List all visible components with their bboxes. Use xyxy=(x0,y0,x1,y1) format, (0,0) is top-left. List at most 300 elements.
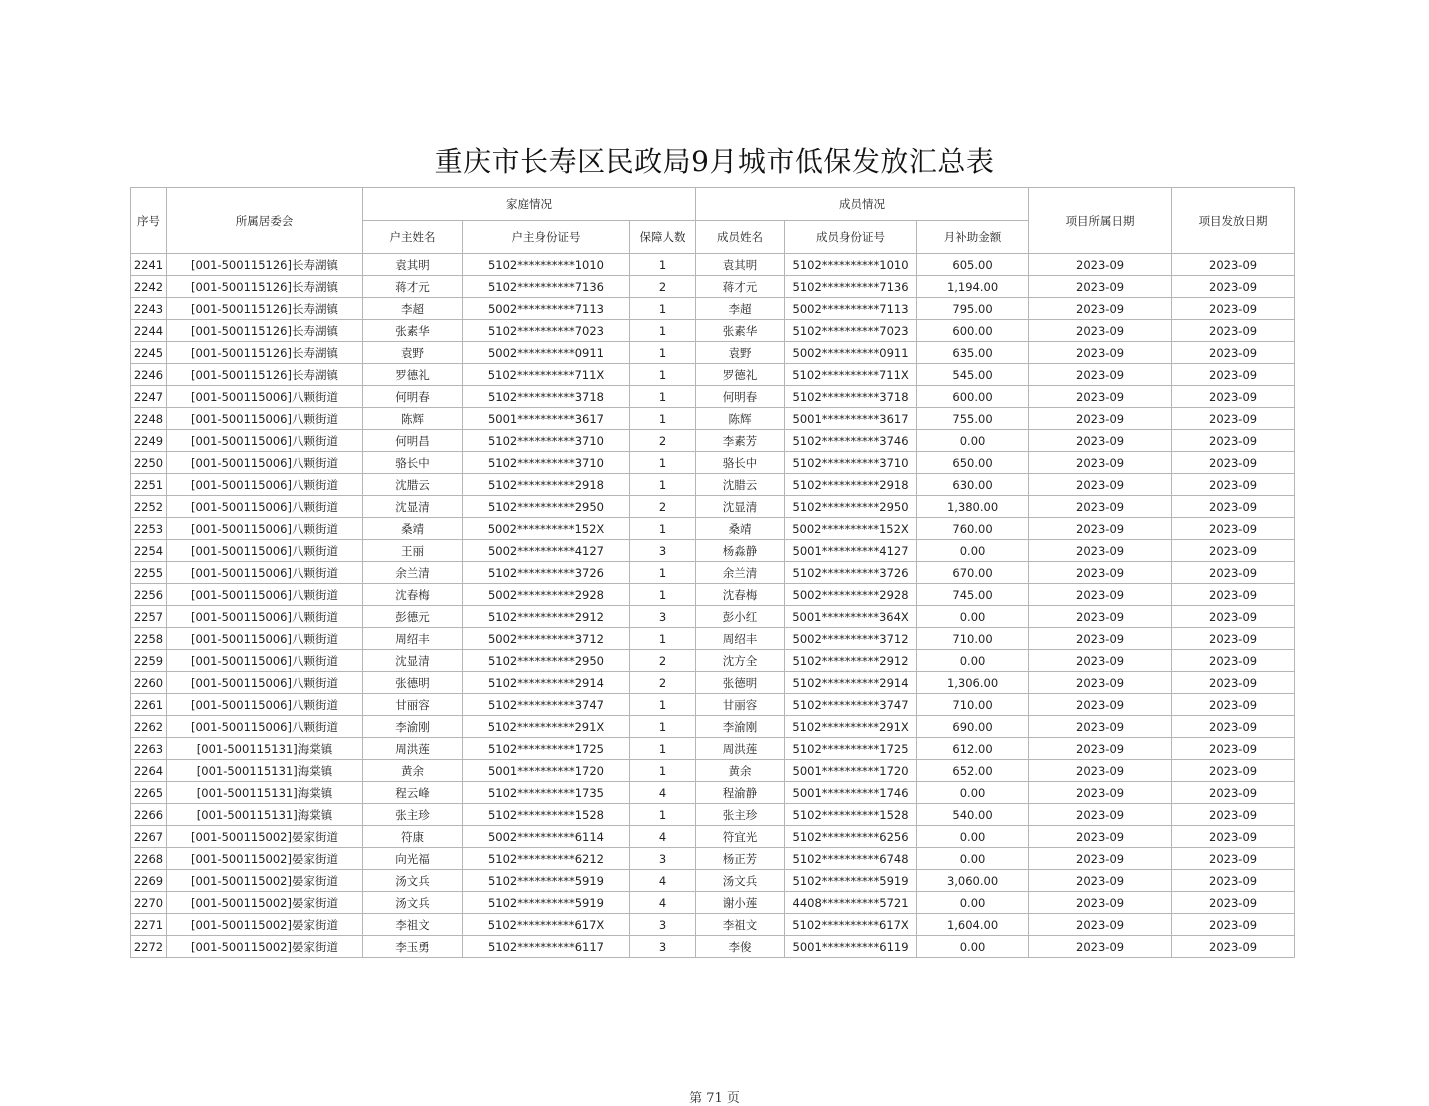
cell-member-id: 4408**********5721 xyxy=(785,892,917,914)
cell-amount: 1,380.00 xyxy=(917,496,1029,518)
cell-committee: [001-500115006]八颗街道 xyxy=(167,474,363,496)
cell-committee: [001-500115002]晏家街道 xyxy=(167,892,363,914)
cell-belong-date: 2023-09 xyxy=(1029,320,1172,342)
cell-committee: [001-500115006]八颗街道 xyxy=(167,562,363,584)
cell-head-name: 程云峰 xyxy=(363,782,463,804)
cell-amount: 0.00 xyxy=(917,540,1029,562)
cell-belong-date: 2023-09 xyxy=(1029,760,1172,782)
cell-amount: 1,194.00 xyxy=(917,276,1029,298)
cell-seq: 2251 xyxy=(131,474,167,496)
cell-member-name: 张主珍 xyxy=(696,804,785,826)
cell-amount: 600.00 xyxy=(917,386,1029,408)
cell-issue-date: 2023-09 xyxy=(1172,826,1295,848)
cell-committee: [001-500115006]八颗街道 xyxy=(167,386,363,408)
cell-committee: [001-500115002]晏家街道 xyxy=(167,914,363,936)
cell-committee: [001-500115131]海棠镇 xyxy=(167,760,363,782)
cell-member-name: 汤文兵 xyxy=(696,870,785,892)
cell-count: 1 xyxy=(630,254,696,276)
cell-member-id: 5102**********2950 xyxy=(785,496,917,518)
cell-seq: 2255 xyxy=(131,562,167,584)
cell-amount: 612.00 xyxy=(917,738,1029,760)
table-row xyxy=(131,870,1295,892)
cell-count: 1 xyxy=(630,518,696,540)
table-row xyxy=(131,320,1295,342)
table-row xyxy=(131,892,1295,914)
table-row xyxy=(131,364,1295,386)
cell-issue-date: 2023-09 xyxy=(1172,804,1295,826)
cell-count: 1 xyxy=(630,474,696,496)
header-member-name: 成员姓名 xyxy=(696,221,785,254)
cell-head-name: 李渝刚 xyxy=(363,716,463,738)
cell-member-id: 5102**********7023 xyxy=(785,320,917,342)
cell-issue-date: 2023-09 xyxy=(1172,694,1295,716)
cell-member-name: 谢小莲 xyxy=(696,892,785,914)
cell-seq: 2272 xyxy=(131,936,167,958)
cell-count: 4 xyxy=(630,826,696,848)
cell-head-id: 5102**********3726 xyxy=(463,562,630,584)
cell-committee: [001-500115006]八颗街道 xyxy=(167,716,363,738)
cell-seq: 2248 xyxy=(131,408,167,430)
cell-count: 4 xyxy=(630,870,696,892)
cell-head-id: 5001**********1720 xyxy=(463,760,630,782)
cell-committee: [001-500115002]晏家街道 xyxy=(167,936,363,958)
cell-seq: 2256 xyxy=(131,584,167,606)
cell-count: 2 xyxy=(630,650,696,672)
cell-member-name: 袁野 xyxy=(696,342,785,364)
cell-issue-date: 2023-09 xyxy=(1172,320,1295,342)
cell-committee: [001-500115002]晏家街道 xyxy=(167,870,363,892)
summary-table xyxy=(130,187,1295,958)
cell-issue-date: 2023-09 xyxy=(1172,430,1295,452)
cell-head-name: 周绍丰 xyxy=(363,628,463,650)
cell-belong-date: 2023-09 xyxy=(1029,496,1172,518)
cell-amount: 1,604.00 xyxy=(917,914,1029,936)
cell-member-id: 5102**********1010 xyxy=(785,254,917,276)
cell-head-id: 5002**********7113 xyxy=(463,298,630,320)
cell-committee: [001-500115126]长寿湖镇 xyxy=(167,364,363,386)
cell-committee: [001-500115002]晏家街道 xyxy=(167,848,363,870)
cell-head-id: 5102**********3710 xyxy=(463,452,630,474)
cell-member-id: 5102**********3710 xyxy=(785,452,917,474)
table-row xyxy=(131,628,1295,650)
cell-member-name: 程渝静 xyxy=(696,782,785,804)
cell-member-id: 5102**********3718 xyxy=(785,386,917,408)
table-row xyxy=(131,298,1295,320)
cell-member-id: 5102**********6256 xyxy=(785,826,917,848)
page-number: 第 71 页 xyxy=(689,1091,740,1106)
cell-member-name: 沈腊云 xyxy=(696,474,785,496)
cell-member-id: 5001**********1746 xyxy=(785,782,917,804)
cell-issue-date: 2023-09 xyxy=(1172,298,1295,320)
table-row xyxy=(131,826,1295,848)
cell-count: 1 xyxy=(630,298,696,320)
cell-issue-date: 2023-09 xyxy=(1172,474,1295,496)
cell-seq: 2261 xyxy=(131,694,167,716)
cell-issue-date: 2023-09 xyxy=(1172,782,1295,804)
cell-belong-date: 2023-09 xyxy=(1029,518,1172,540)
cell-belong-date: 2023-09 xyxy=(1029,870,1172,892)
cell-head-id: 5102**********2914 xyxy=(463,672,630,694)
table-row xyxy=(131,672,1295,694)
table-row xyxy=(131,276,1295,298)
cell-head-id: 5102**********2950 xyxy=(463,650,630,672)
cell-amount: 545.00 xyxy=(917,364,1029,386)
cell-amount: 745.00 xyxy=(917,584,1029,606)
cell-member-id: 5102**********1528 xyxy=(785,804,917,826)
cell-count: 1 xyxy=(630,364,696,386)
cell-head-id: 5002**********152X xyxy=(463,518,630,540)
cell-head-id: 5102**********291X xyxy=(463,716,630,738)
cell-member-id: 5001**********6119 xyxy=(785,936,917,958)
cell-head-id: 5102**********3718 xyxy=(463,386,630,408)
cell-member-id: 5002**********7113 xyxy=(785,298,917,320)
cell-head-name: 李祖文 xyxy=(363,914,463,936)
cell-head-id: 5102**********3710 xyxy=(463,430,630,452)
cell-count: 1 xyxy=(630,342,696,364)
cell-issue-date: 2023-09 xyxy=(1172,276,1295,298)
cell-count: 1 xyxy=(630,562,696,584)
cell-issue-date: 2023-09 xyxy=(1172,892,1295,914)
cell-committee: [001-500115006]八颗街道 xyxy=(167,540,363,562)
cell-belong-date: 2023-09 xyxy=(1029,826,1172,848)
cell-head-name: 彭德元 xyxy=(363,606,463,628)
cell-seq: 2252 xyxy=(131,496,167,518)
cell-issue-date: 2023-09 xyxy=(1172,386,1295,408)
cell-count: 4 xyxy=(630,892,696,914)
cell-member-name: 符宜光 xyxy=(696,826,785,848)
header-seq: 序号 xyxy=(131,188,167,254)
table-row xyxy=(131,650,1295,672)
cell-head-id: 5102**********7136 xyxy=(463,276,630,298)
cell-head-id: 5102**********711X xyxy=(463,364,630,386)
table-row xyxy=(131,540,1295,562)
cell-count: 1 xyxy=(630,628,696,650)
cell-member-name: 杨淼静 xyxy=(696,540,785,562)
cell-seq: 2270 xyxy=(131,892,167,914)
cell-member-id: 5102**********291X xyxy=(785,716,917,738)
cell-count: 1 xyxy=(630,320,696,342)
cell-head-name: 沈春梅 xyxy=(363,584,463,606)
cell-belong-date: 2023-09 xyxy=(1029,540,1172,562)
cell-issue-date: 2023-09 xyxy=(1172,254,1295,276)
cell-member-id: 5102**********2912 xyxy=(785,650,917,672)
cell-count: 2 xyxy=(630,430,696,452)
cell-count: 1 xyxy=(630,804,696,826)
cell-head-name: 张主珍 xyxy=(363,804,463,826)
cell-member-name: 陈辉 xyxy=(696,408,785,430)
table-row xyxy=(131,386,1295,408)
cell-head-name: 向光福 xyxy=(363,848,463,870)
cell-member-id: 5002**********0911 xyxy=(785,342,917,364)
cell-head-id: 5002**********6114 xyxy=(463,826,630,848)
cell-belong-date: 2023-09 xyxy=(1029,562,1172,584)
cell-committee: [001-500115006]八颗街道 xyxy=(167,408,363,430)
header-head-name: 户主姓名 xyxy=(363,221,463,254)
table-row xyxy=(131,452,1295,474)
cell-committee: [001-500115006]八颗街道 xyxy=(167,694,363,716)
cell-committee: [001-500115126]长寿湖镇 xyxy=(167,320,363,342)
cell-head-name: 符康 xyxy=(363,826,463,848)
cell-member-id: 5102**********6748 xyxy=(785,848,917,870)
cell-member-name: 周绍丰 xyxy=(696,628,785,650)
cell-member-id: 5002**********3712 xyxy=(785,628,917,650)
cell-belong-date: 2023-09 xyxy=(1029,386,1172,408)
cell-amount: 605.00 xyxy=(917,254,1029,276)
cell-issue-date: 2023-09 xyxy=(1172,672,1295,694)
cell-member-id: 5102**********2914 xyxy=(785,672,917,694)
cell-seq: 2246 xyxy=(131,364,167,386)
cell-amount: 0.00 xyxy=(917,936,1029,958)
cell-member-id: 5102**********3747 xyxy=(785,694,917,716)
cell-seq: 2242 xyxy=(131,276,167,298)
table-row xyxy=(131,606,1295,628)
cell-belong-date: 2023-09 xyxy=(1029,254,1172,276)
cell-member-id: 5102**********2918 xyxy=(785,474,917,496)
cell-issue-date: 2023-09 xyxy=(1172,364,1295,386)
table-body xyxy=(131,254,1295,958)
cell-amount: 630.00 xyxy=(917,474,1029,496)
table-row xyxy=(131,936,1295,958)
cell-belong-date: 2023-09 xyxy=(1029,848,1172,870)
cell-head-name: 桑靖 xyxy=(363,518,463,540)
cell-member-name: 沈显清 xyxy=(696,496,785,518)
cell-belong-date: 2023-09 xyxy=(1029,364,1172,386)
cell-member-name: 骆长中 xyxy=(696,452,785,474)
cell-head-id: 5102**********6212 xyxy=(463,848,630,870)
cell-count: 4 xyxy=(630,782,696,804)
cell-amount: 755.00 xyxy=(917,408,1029,430)
cell-seq: 2265 xyxy=(131,782,167,804)
cell-committee: [001-500115006]八颗街道 xyxy=(167,672,363,694)
cell-count: 1 xyxy=(630,760,696,782)
cell-seq: 2254 xyxy=(131,540,167,562)
cell-belong-date: 2023-09 xyxy=(1029,892,1172,914)
table-row xyxy=(131,760,1295,782)
cell-head-id: 5102**********1010 xyxy=(463,254,630,276)
cell-seq: 2247 xyxy=(131,386,167,408)
cell-committee: [001-500115131]海棠镇 xyxy=(167,782,363,804)
cell-head-name: 沈显清 xyxy=(363,650,463,672)
cell-seq: 2244 xyxy=(131,320,167,342)
cell-head-name: 李玉勇 xyxy=(363,936,463,958)
cell-issue-date: 2023-09 xyxy=(1172,936,1295,958)
header-issue-date: 项目发放日期 xyxy=(1172,188,1295,254)
header-amount: 月补助金额 xyxy=(917,221,1029,254)
cell-member-name: 罗德礼 xyxy=(696,364,785,386)
cell-seq: 2269 xyxy=(131,870,167,892)
cell-issue-date: 2023-09 xyxy=(1172,870,1295,892)
table-row xyxy=(131,694,1295,716)
cell-member-name: 李渝刚 xyxy=(696,716,785,738)
cell-member-id: 5001**********4127 xyxy=(785,540,917,562)
cell-count: 3 xyxy=(630,848,696,870)
cell-member-name: 蒋才元 xyxy=(696,276,785,298)
cell-seq: 2250 xyxy=(131,452,167,474)
table-row xyxy=(131,584,1295,606)
header-committee: 所属居委会 xyxy=(167,188,363,254)
cell-amount: 0.00 xyxy=(917,892,1029,914)
cell-seq: 2260 xyxy=(131,672,167,694)
header-belong-date: 项目所属日期 xyxy=(1029,188,1172,254)
cell-member-id: 5102**********5919 xyxy=(785,870,917,892)
cell-head-name: 罗德礼 xyxy=(363,364,463,386)
cell-issue-date: 2023-09 xyxy=(1172,848,1295,870)
cell-issue-date: 2023-09 xyxy=(1172,562,1295,584)
cell-count: 3 xyxy=(630,540,696,562)
cell-committee: [001-500115131]海棠镇 xyxy=(167,804,363,826)
cell-member-name: 桑靖 xyxy=(696,518,785,540)
cell-member-name: 周洪莲 xyxy=(696,738,785,760)
cell-amount: 600.00 xyxy=(917,320,1029,342)
cell-belong-date: 2023-09 xyxy=(1029,738,1172,760)
cell-committee: [001-500115006]八颗街道 xyxy=(167,606,363,628)
cell-head-name: 黄余 xyxy=(363,760,463,782)
cell-issue-date: 2023-09 xyxy=(1172,914,1295,936)
page-title: 重庆市长寿区民政局9月城市低保发放汇总表 xyxy=(434,145,995,178)
cell-member-name: 李俊 xyxy=(696,936,785,958)
cell-belong-date: 2023-09 xyxy=(1029,276,1172,298)
cell-member-name: 袁其明 xyxy=(696,254,785,276)
cell-seq: 2258 xyxy=(131,628,167,650)
cell-belong-date: 2023-09 xyxy=(1029,650,1172,672)
cell-member-id: 5102**********3726 xyxy=(785,562,917,584)
cell-amount: 0.00 xyxy=(917,430,1029,452)
header-head-id: 户主身份证号 xyxy=(463,221,630,254)
cell-head-id: 5102**********617X xyxy=(463,914,630,936)
cell-seq: 2243 xyxy=(131,298,167,320)
cell-member-name: 何明春 xyxy=(696,386,785,408)
cell-committee: [001-500115126]长寿湖镇 xyxy=(167,298,363,320)
cell-amount: 635.00 xyxy=(917,342,1029,364)
header-member-group: 成员情况 xyxy=(696,188,1029,221)
cell-amount: 650.00 xyxy=(917,452,1029,474)
cell-count: 1 xyxy=(630,452,696,474)
cell-seq: 2264 xyxy=(131,760,167,782)
cell-amount: 652.00 xyxy=(917,760,1029,782)
cell-head-id: 5102**********3747 xyxy=(463,694,630,716)
cell-issue-date: 2023-09 xyxy=(1172,342,1295,364)
cell-head-id: 5102**********5919 xyxy=(463,870,630,892)
table-row xyxy=(131,804,1295,826)
cell-head-name: 汤文兵 xyxy=(363,892,463,914)
cell-member-id: 5102**********711X xyxy=(785,364,917,386)
cell-member-id: 5001**********364X xyxy=(785,606,917,628)
cell-amount: 710.00 xyxy=(917,628,1029,650)
cell-issue-date: 2023-09 xyxy=(1172,650,1295,672)
cell-head-name: 李超 xyxy=(363,298,463,320)
cell-head-name: 甘丽容 xyxy=(363,694,463,716)
cell-committee: [001-500115006]八颗街道 xyxy=(167,452,363,474)
cell-head-name: 骆长中 xyxy=(363,452,463,474)
cell-member-name: 彭小红 xyxy=(696,606,785,628)
cell-head-id: 5102**********1725 xyxy=(463,738,630,760)
cell-head-id: 5102**********7023 xyxy=(463,320,630,342)
cell-issue-date: 2023-09 xyxy=(1172,628,1295,650)
cell-seq: 2267 xyxy=(131,826,167,848)
cell-seq: 2266 xyxy=(131,804,167,826)
table-row xyxy=(131,408,1295,430)
cell-member-id: 5001**********3617 xyxy=(785,408,917,430)
table-row xyxy=(131,716,1295,738)
cell-belong-date: 2023-09 xyxy=(1029,936,1172,958)
cell-member-name: 张德明 xyxy=(696,672,785,694)
cell-committee: [001-500115006]八颗街道 xyxy=(167,584,363,606)
table-row xyxy=(131,474,1295,496)
cell-head-id: 5102**********6117 xyxy=(463,936,630,958)
cell-amount: 3,060.00 xyxy=(917,870,1029,892)
cell-issue-date: 2023-09 xyxy=(1172,606,1295,628)
table-row xyxy=(131,848,1295,870)
cell-head-name: 何明昌 xyxy=(363,430,463,452)
table-row xyxy=(131,430,1295,452)
cell-count: 1 xyxy=(630,386,696,408)
cell-amount: 0.00 xyxy=(917,606,1029,628)
cell-belong-date: 2023-09 xyxy=(1029,804,1172,826)
cell-head-name: 张素华 xyxy=(363,320,463,342)
cell-count: 2 xyxy=(630,496,696,518)
cell-issue-date: 2023-09 xyxy=(1172,496,1295,518)
cell-head-name: 周洪莲 xyxy=(363,738,463,760)
cell-amount: 1,306.00 xyxy=(917,672,1029,694)
cell-committee: [001-500115006]八颗街道 xyxy=(167,496,363,518)
cell-member-name: 张素华 xyxy=(696,320,785,342)
cell-issue-date: 2023-09 xyxy=(1172,452,1295,474)
cell-member-id: 5102**********7136 xyxy=(785,276,917,298)
cell-head-name: 余兰清 xyxy=(363,562,463,584)
cell-count: 3 xyxy=(630,914,696,936)
cell-issue-date: 2023-09 xyxy=(1172,760,1295,782)
cell-seq: 2271 xyxy=(131,914,167,936)
cell-member-id: 5001**********1720 xyxy=(785,760,917,782)
cell-head-id: 5102**********2912 xyxy=(463,606,630,628)
cell-member-name: 黄余 xyxy=(696,760,785,782)
cell-issue-date: 2023-09 xyxy=(1172,716,1295,738)
cell-head-name: 陈辉 xyxy=(363,408,463,430)
cell-count: 1 xyxy=(630,738,696,760)
cell-committee: [001-500115126]长寿湖镇 xyxy=(167,276,363,298)
table-row xyxy=(131,342,1295,364)
cell-seq: 2245 xyxy=(131,342,167,364)
cell-committee: [001-500115006]八颗街道 xyxy=(167,430,363,452)
cell-count: 1 xyxy=(630,716,696,738)
cell-issue-date: 2023-09 xyxy=(1172,584,1295,606)
cell-member-id: 5102**********617X xyxy=(785,914,917,936)
cell-member-name: 杨正芳 xyxy=(696,848,785,870)
cell-amount: 710.00 xyxy=(917,694,1029,716)
table-row xyxy=(131,562,1295,584)
cell-belong-date: 2023-09 xyxy=(1029,606,1172,628)
table-row xyxy=(131,518,1295,540)
cell-amount: 0.00 xyxy=(917,826,1029,848)
cell-head-id: 5002**********2928 xyxy=(463,584,630,606)
cell-head-name: 张德明 xyxy=(363,672,463,694)
cell-belong-date: 2023-09 xyxy=(1029,408,1172,430)
table-row xyxy=(131,914,1295,936)
cell-belong-date: 2023-09 xyxy=(1029,474,1172,496)
cell-member-name: 李素芳 xyxy=(696,430,785,452)
cell-head-name: 袁其明 xyxy=(363,254,463,276)
cell-belong-date: 2023-09 xyxy=(1029,716,1172,738)
cell-belong-date: 2023-09 xyxy=(1029,342,1172,364)
cell-count: 1 xyxy=(630,408,696,430)
table-row xyxy=(131,782,1295,804)
cell-head-name: 袁野 xyxy=(363,342,463,364)
cell-count: 1 xyxy=(630,694,696,716)
cell-head-id: 5102**********2918 xyxy=(463,474,630,496)
cell-committee: [001-500115131]海棠镇 xyxy=(167,738,363,760)
cell-member-id: 5102**********1725 xyxy=(785,738,917,760)
cell-seq: 2262 xyxy=(131,716,167,738)
